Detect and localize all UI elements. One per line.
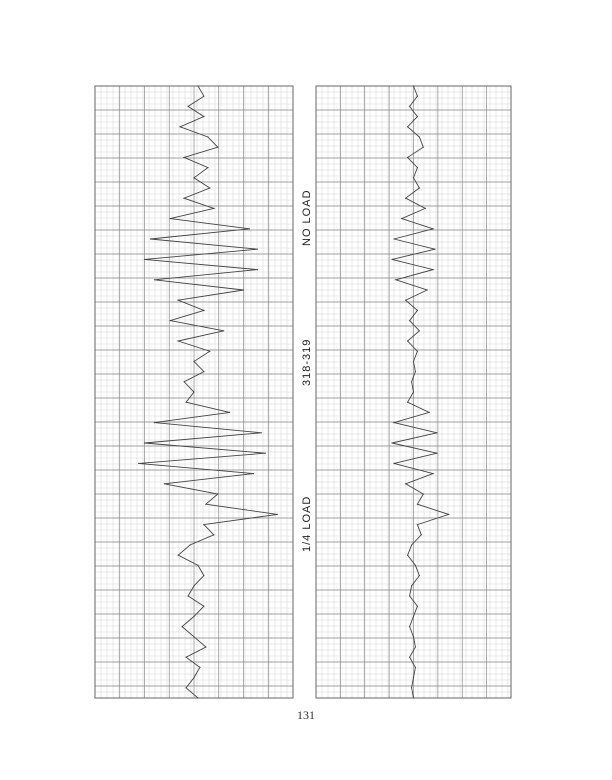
data-point bbox=[409, 626, 410, 627]
data-point bbox=[193, 177, 194, 178]
data-point bbox=[197, 697, 198, 698]
data-point bbox=[203, 310, 204, 311]
data-point bbox=[182, 626, 183, 627]
data-point bbox=[180, 126, 181, 127]
data-point bbox=[217, 147, 218, 148]
data-point bbox=[415, 565, 416, 566]
data-point bbox=[417, 351, 418, 352]
data-point bbox=[154, 279, 155, 280]
data-point bbox=[217, 493, 218, 494]
data-point bbox=[253, 473, 254, 474]
data-point bbox=[407, 340, 408, 341]
data-point bbox=[413, 391, 414, 392]
data-point bbox=[205, 646, 206, 647]
data-point bbox=[413, 177, 414, 178]
data-point bbox=[223, 330, 224, 331]
data-point bbox=[199, 667, 200, 668]
data-point bbox=[184, 157, 185, 158]
data-point bbox=[170, 218, 171, 219]
data-point bbox=[178, 300, 179, 301]
data-point bbox=[413, 677, 414, 678]
data-point bbox=[144, 259, 145, 260]
data-point bbox=[213, 208, 214, 209]
data-point bbox=[417, 504, 418, 505]
data-point bbox=[393, 463, 394, 464]
data-point bbox=[417, 167, 418, 168]
data-point bbox=[203, 524, 204, 525]
run-id-label: 318-319 bbox=[301, 338, 313, 386]
data-point bbox=[393, 422, 394, 423]
data-point bbox=[189, 544, 190, 545]
data-point bbox=[407, 402, 408, 403]
data-point bbox=[193, 391, 194, 392]
data-point bbox=[249, 228, 250, 229]
data-point bbox=[419, 330, 420, 331]
data-point bbox=[188, 595, 189, 596]
data-point bbox=[409, 320, 410, 321]
data-point bbox=[419, 187, 420, 188]
data-point bbox=[243, 289, 244, 290]
page-number: 131 bbox=[297, 708, 315, 722]
data-point bbox=[417, 524, 418, 525]
data-point bbox=[164, 483, 165, 484]
data-point bbox=[150, 238, 151, 239]
data-point bbox=[405, 300, 406, 301]
data-point bbox=[434, 249, 435, 250]
data-point bbox=[203, 96, 204, 97]
data-point bbox=[432, 228, 433, 229]
data-point bbox=[257, 249, 258, 250]
data-point bbox=[417, 96, 418, 97]
data-point bbox=[423, 147, 424, 148]
data-point bbox=[257, 269, 258, 270]
data-point bbox=[407, 555, 408, 556]
data-point bbox=[184, 381, 185, 382]
data-point bbox=[405, 483, 406, 484]
data-point bbox=[417, 310, 418, 311]
data-point bbox=[229, 412, 230, 413]
data-point bbox=[184, 198, 185, 199]
data-point bbox=[432, 473, 433, 474]
data-point bbox=[419, 136, 420, 137]
data-point bbox=[436, 432, 437, 433]
data-point bbox=[409, 657, 410, 658]
data-point bbox=[423, 493, 424, 494]
data-point bbox=[417, 116, 418, 117]
data-point bbox=[205, 504, 206, 505]
data-point bbox=[193, 616, 194, 617]
data-point bbox=[395, 279, 396, 280]
no-load-label: NO LOAD bbox=[301, 189, 313, 246]
data-point bbox=[209, 187, 210, 188]
data-point bbox=[448, 514, 449, 515]
data-point bbox=[407, 126, 408, 127]
data-point bbox=[401, 218, 402, 219]
data-point bbox=[193, 677, 194, 678]
data-point bbox=[425, 208, 426, 209]
data-point bbox=[411, 687, 412, 688]
data-point bbox=[393, 238, 394, 239]
data-point bbox=[138, 463, 139, 464]
data-point bbox=[411, 544, 412, 545]
data-point bbox=[178, 340, 179, 341]
data-point bbox=[261, 432, 262, 433]
data-point bbox=[144, 442, 145, 443]
data-point bbox=[413, 697, 414, 698]
data-point bbox=[415, 646, 416, 647]
data-point bbox=[193, 585, 194, 586]
data-point bbox=[186, 657, 187, 658]
data-point bbox=[411, 381, 412, 382]
data-point bbox=[213, 534, 214, 535]
data-point bbox=[413, 361, 414, 362]
data-point bbox=[188, 106, 189, 107]
data-point bbox=[197, 85, 198, 86]
data-point bbox=[203, 116, 204, 117]
data-point bbox=[392, 442, 393, 443]
data-point bbox=[427, 289, 428, 290]
data-point bbox=[413, 636, 414, 637]
data-point bbox=[413, 616, 414, 617]
data-point bbox=[197, 565, 198, 566]
data-point bbox=[417, 606, 418, 607]
data-point bbox=[170, 320, 171, 321]
data-point bbox=[429, 412, 430, 413]
data-point bbox=[419, 575, 420, 576]
data-point bbox=[203, 575, 204, 576]
data-point bbox=[178, 555, 179, 556]
data-point bbox=[207, 167, 208, 168]
data-point bbox=[392, 259, 393, 260]
data-point bbox=[421, 534, 422, 535]
quarter-load-label: 1/4 LOAD bbox=[301, 495, 313, 552]
data-point bbox=[209, 351, 210, 352]
data-point bbox=[405, 198, 406, 199]
data-point bbox=[203, 606, 204, 607]
data-point bbox=[415, 371, 416, 372]
data-point bbox=[432, 269, 433, 270]
data-point bbox=[409, 106, 410, 107]
data-point bbox=[415, 667, 416, 668]
data-point bbox=[193, 636, 194, 637]
data-point bbox=[411, 585, 412, 586]
data-point bbox=[407, 157, 408, 158]
data-point bbox=[186, 402, 187, 403]
data-point bbox=[193, 361, 194, 362]
data-point bbox=[265, 453, 266, 454]
data-point bbox=[413, 85, 414, 86]
data-point bbox=[277, 514, 278, 515]
data-point bbox=[436, 453, 437, 454]
data-point bbox=[154, 422, 155, 423]
data-point bbox=[207, 136, 208, 137]
data-point bbox=[409, 595, 410, 596]
data-point bbox=[186, 687, 187, 688]
data-point bbox=[203, 371, 204, 372]
